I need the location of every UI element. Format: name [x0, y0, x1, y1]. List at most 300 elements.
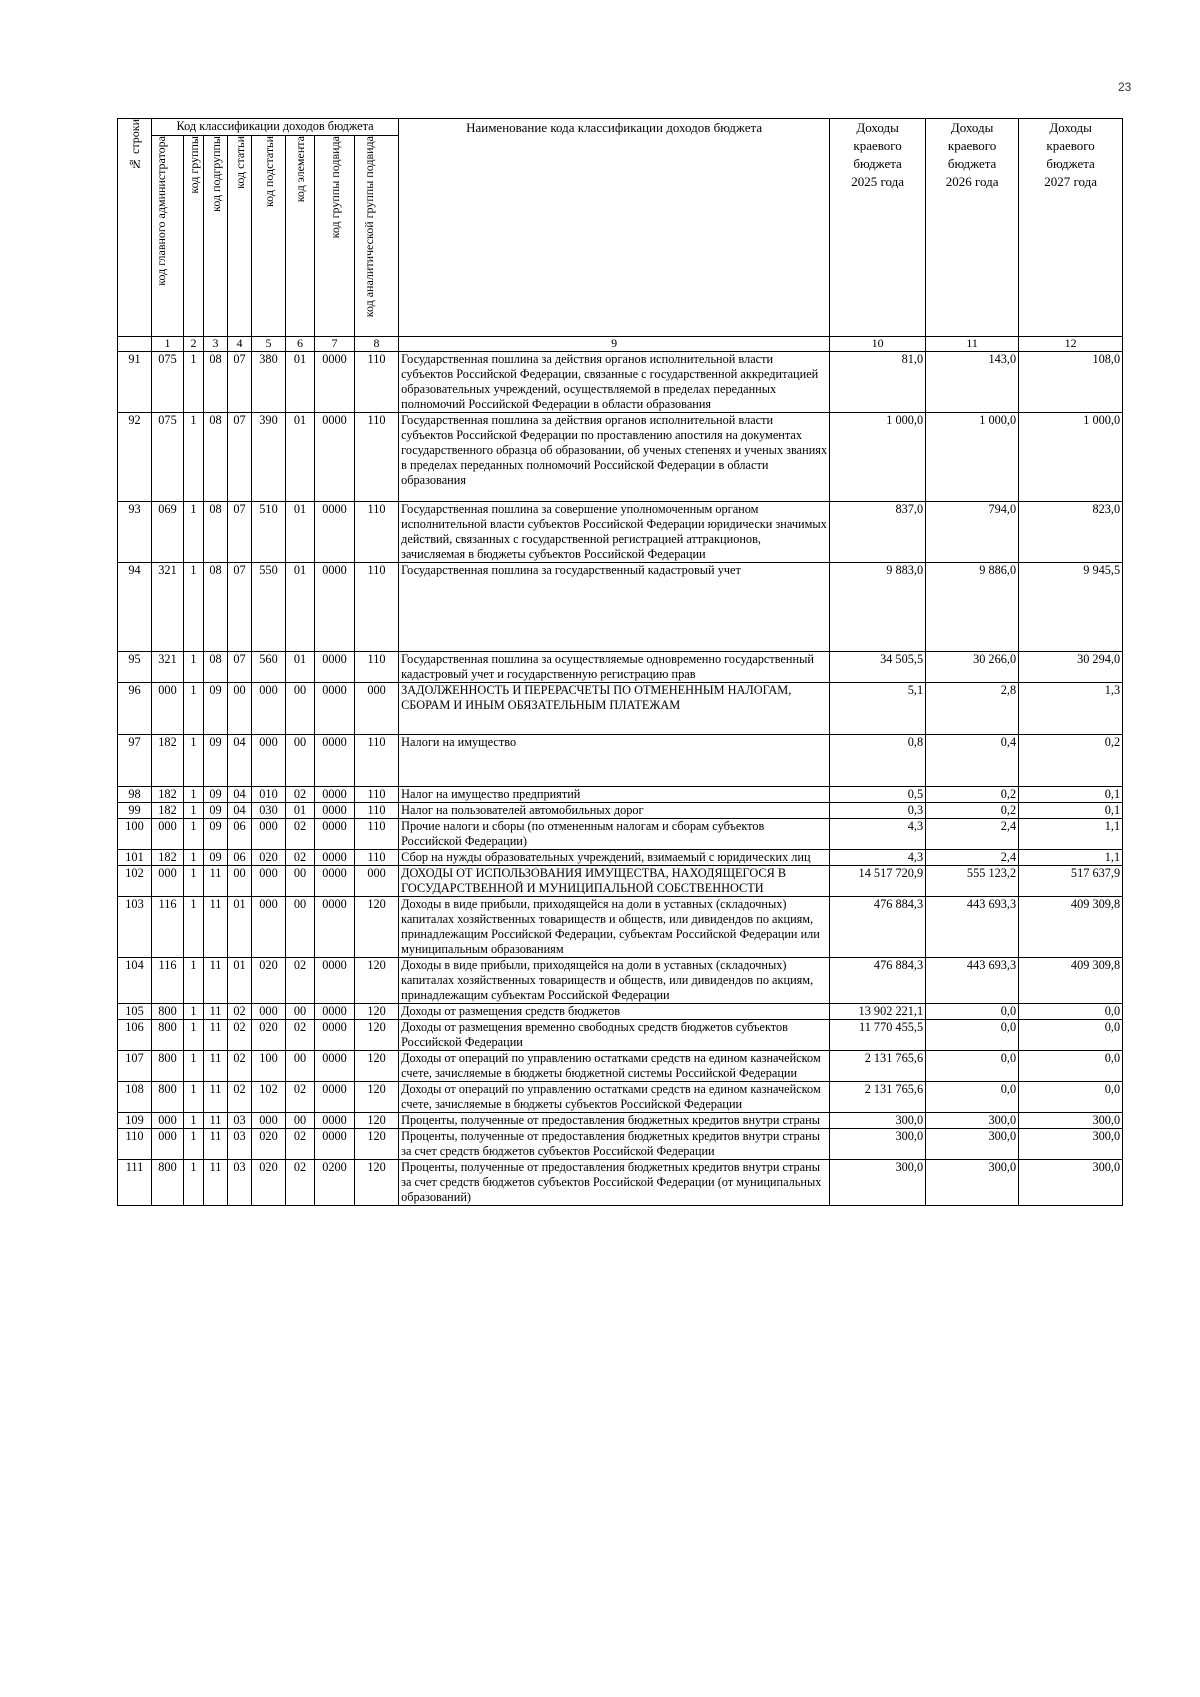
- code-group-cell: 1: [184, 958, 204, 1004]
- code-admin-cell: 000: [152, 819, 184, 850]
- row-number-cell: 93: [118, 502, 152, 563]
- revenue-2025-cell: 0,8: [830, 735, 926, 787]
- column-number: 11: [926, 337, 1019, 352]
- revenue-2026-cell: 0,2: [926, 803, 1019, 819]
- code-subgroup-cell: 08: [204, 563, 228, 652]
- code-subgroup-cell: 09: [204, 850, 228, 866]
- code-subarticle-cell: 000: [252, 866, 286, 897]
- code-group-cell: 1: [184, 787, 204, 803]
- revenue-2025-cell: 13 902 221,1: [830, 1004, 926, 1020]
- code-analytic-group-cell: 110: [355, 652, 399, 683]
- code-element-cell: 02: [286, 1160, 315, 1206]
- code-analytic-group-cell: 110: [355, 352, 399, 413]
- code-analytic-group-cell: 110: [355, 850, 399, 866]
- code-article-cell: 02: [228, 1082, 252, 1113]
- code-subtype-group-cell: 0000: [315, 1004, 355, 1020]
- column-number: 12: [1019, 337, 1123, 352]
- code-subarticle-cell: 000: [252, 1004, 286, 1020]
- code-article-cell: 07: [228, 652, 252, 683]
- code-admin-cell: 800: [152, 1082, 184, 1113]
- column-number: [118, 337, 152, 352]
- revenue-2025-cell: 2 131 765,6: [830, 1051, 926, 1082]
- code-admin-cell: 800: [152, 1051, 184, 1082]
- table-row: [118, 413, 1123, 502]
- row-number-cell: 98: [118, 787, 152, 803]
- revenue-2026-header: Доходы краевого бюджета 2026 года: [926, 119, 1019, 337]
- code-admin-cell: 182: [152, 803, 184, 819]
- table-row: [118, 1113, 1123, 1129]
- code-subtype-group-cell: 0000: [315, 1113, 355, 1129]
- code-subtype-group-cell: 0000: [315, 958, 355, 1004]
- code-analytic-group-cell: 120: [355, 1160, 399, 1206]
- code-subarticle-cell: 000: [252, 735, 286, 787]
- code-admin-cell: 000: [152, 1129, 184, 1160]
- code-subarticle-cell: 000: [252, 897, 286, 958]
- table-row: [118, 683, 1123, 735]
- code-header-subarticle: код подстатьи: [252, 136, 286, 337]
- code-subtype-group-cell: 0200: [315, 1160, 355, 1206]
- code-subgroup-cell: 11: [204, 897, 228, 958]
- code-element-cell: 00: [286, 866, 315, 897]
- column-number: 2: [184, 337, 204, 352]
- column-number: 7: [315, 337, 355, 352]
- code-element-cell: 02: [286, 1020, 315, 1051]
- code-subtype-group-cell: 0000: [315, 735, 355, 787]
- code-subgroup-cell: 11: [204, 1051, 228, 1082]
- code-analytic-group-cell: 120: [355, 1113, 399, 1129]
- revenue-2026-cell: 0,0: [926, 1051, 1019, 1082]
- code-admin-cell: 000: [152, 1113, 184, 1129]
- code-analytic-group-cell: 120: [355, 1004, 399, 1020]
- revenue-2026-cell: 143,0: [926, 352, 1019, 413]
- row-number-cell: 100: [118, 819, 152, 850]
- revenue-2025-cell: 2 131 765,6: [830, 1082, 926, 1113]
- code-subarticle-cell: 000: [252, 683, 286, 735]
- code-article-cell: 03: [228, 1113, 252, 1129]
- code-name-cell: Доходы в виде прибыли, приходящейся на доли в уставных (складочных) капиталах хозяйственных товариществ и обществ, или дивидендов по акциям, принадлежащим Российской Федерации, субъектам Российской Федерации или муниципальным образованиям: [399, 897, 830, 958]
- row-number-cell: 111: [118, 1160, 152, 1206]
- code-subarticle-cell: 030: [252, 803, 286, 819]
- revenue-2027-cell: 0,0: [1019, 1051, 1123, 1082]
- revenue-2026-cell: 2,4: [926, 819, 1019, 850]
- table-row: [118, 352, 1123, 413]
- code-group-cell: 1: [184, 502, 204, 563]
- code-name-cell: Налог на пользователей автомобильных дорог: [399, 803, 830, 819]
- revenue-2026-cell: 0,4: [926, 735, 1019, 787]
- code-group-cell: 1: [184, 683, 204, 735]
- code-analytic-group-cell: 110: [355, 803, 399, 819]
- code-admin-cell: 000: [152, 683, 184, 735]
- code-element-cell: 01: [286, 413, 315, 502]
- classification-code-group-header: Код классификации доходов бюджета: [152, 119, 399, 136]
- code-group-cell: 1: [184, 563, 204, 652]
- revenue-2025-cell: 4,3: [830, 850, 926, 866]
- table-row: [118, 502, 1123, 563]
- revenue-2025-cell: 81,0: [830, 352, 926, 413]
- code-subtype-group-cell: 0000: [315, 563, 355, 652]
- revenue-2027-cell: 0,1: [1019, 787, 1123, 803]
- revenue-2027-cell: 30 294,0: [1019, 652, 1123, 683]
- code-article-cell: 04: [228, 787, 252, 803]
- code-name-cell: Государственная пошлина за действия органов исполнительной власти субъектов Российской Федерации, связанные с государственной аккредитацией образовательных учреждений, осуществляемой в пределах переданных полномочий Российской Федерации в области образования: [399, 352, 830, 413]
- code-header-article: код статьи: [228, 136, 252, 337]
- table-header: [118, 119, 1123, 352]
- code-subgroup-cell: 09: [204, 803, 228, 819]
- code-analytic-group-cell: 110: [355, 819, 399, 850]
- row-number-cell: 94: [118, 563, 152, 652]
- row-number-cell: 107: [118, 1051, 152, 1082]
- code-element-cell: 01: [286, 563, 315, 652]
- code-subtype-group-cell: 0000: [315, 787, 355, 803]
- revenue-2026-cell: 2,8: [926, 683, 1019, 735]
- code-name-cell: Сбор на нужды образовательных учреждений, взимаемый с юридических лиц: [399, 850, 830, 866]
- code-group-cell: 1: [184, 1129, 204, 1160]
- revenue-2026-cell: 0,2: [926, 787, 1019, 803]
- code-analytic-group-cell: 120: [355, 1051, 399, 1082]
- code-admin-cell: 075: [152, 352, 184, 413]
- row-number-cell: 108: [118, 1082, 152, 1113]
- code-header-subgroup: код подгруппы: [204, 136, 228, 337]
- row-number-cell: 91: [118, 352, 152, 413]
- code-subtype-group-cell: 0000: [315, 502, 355, 563]
- code-subtype-group-cell: 0000: [315, 1082, 355, 1113]
- code-analytic-group-cell: 000: [355, 866, 399, 897]
- row-number-cell: 97: [118, 735, 152, 787]
- row-number-cell: 95: [118, 652, 152, 683]
- code-subgroup-cell: 11: [204, 958, 228, 1004]
- code-element-cell: 02: [286, 819, 315, 850]
- table-row: [118, 1020, 1123, 1051]
- code-analytic-group-cell: 110: [355, 413, 399, 502]
- code-subtype-group-cell: 0000: [315, 866, 355, 897]
- code-subgroup-cell: 08: [204, 652, 228, 683]
- table-row: [118, 1082, 1123, 1113]
- code-group-cell: 1: [184, 1113, 204, 1129]
- row-number-cell: 102: [118, 866, 152, 897]
- code-header-subtype-group: код группы подвида: [315, 136, 355, 337]
- code-analytic-group-cell: 120: [355, 897, 399, 958]
- code-group-cell: 1: [184, 803, 204, 819]
- revenue-2027-cell: 0,1: [1019, 803, 1123, 819]
- column-number: 10: [830, 337, 926, 352]
- revenue-2027-cell: 300,0: [1019, 1129, 1123, 1160]
- code-name-cell: Государственная пошлина за осуществляемые одновременно государственный кадастровый учет и государственную регистрацию прав: [399, 652, 830, 683]
- code-article-cell: 00: [228, 866, 252, 897]
- table-row: [118, 1004, 1123, 1020]
- code-subtype-group-cell: 0000: [315, 413, 355, 502]
- code-subgroup-cell: 11: [204, 1160, 228, 1206]
- table-row: [118, 1160, 1123, 1206]
- column-number: 1: [152, 337, 184, 352]
- revenue-2026-cell: 9 886,0: [926, 563, 1019, 652]
- revenue-2025-cell: 9 883,0: [830, 563, 926, 652]
- code-subtype-group-cell: 0000: [315, 897, 355, 958]
- code-article-cell: 07: [228, 413, 252, 502]
- code-group-cell: 1: [184, 1004, 204, 1020]
- code-name-cell: Налог на имущество предприятий: [399, 787, 830, 803]
- code-analytic-group-cell: 110: [355, 502, 399, 563]
- code-group-cell: 1: [184, 1082, 204, 1113]
- revenue-2026-cell: 2,4: [926, 850, 1019, 866]
- revenue-2027-cell: 9 945,5: [1019, 563, 1123, 652]
- table-row: [118, 652, 1123, 683]
- column-number: 9: [399, 337, 830, 352]
- code-analytic-group-cell: 110: [355, 735, 399, 787]
- table-row: [118, 787, 1123, 803]
- revenue-2027-cell: 0,0: [1019, 1020, 1123, 1051]
- code-admin-cell: 182: [152, 735, 184, 787]
- code-element-cell: 02: [286, 1082, 315, 1113]
- table-row: [118, 958, 1123, 1004]
- code-subarticle-cell: 000: [252, 819, 286, 850]
- code-admin-cell: 182: [152, 850, 184, 866]
- code-subtype-group-cell: 0000: [315, 683, 355, 735]
- revenue-2027-cell: 0,0: [1019, 1004, 1123, 1020]
- row-number-cell: 110: [118, 1129, 152, 1160]
- code-subgroup-cell: 08: [204, 413, 228, 502]
- revenue-2025-cell: 0,5: [830, 787, 926, 803]
- code-subtype-group-cell: 0000: [315, 819, 355, 850]
- code-subarticle-cell: 510: [252, 502, 286, 563]
- code-name-cell: Государственная пошлина за действия органов исполнительной власти субъектов Российской Федерации по проставлению апостиля на документах государственного образца об образовании, об ученых степенях и ученых званиях в пределах переданных полномочий Российской Федерации в области образования: [399, 413, 830, 502]
- code-admin-cell: 182: [152, 787, 184, 803]
- column-numbers-row: [118, 337, 1123, 352]
- code-article-cell: 06: [228, 850, 252, 866]
- code-subgroup-cell: 11: [204, 1020, 228, 1051]
- code-name-cell: Доходы от операций по управлению остатками средств на едином казначейском счете, зачисляемые в бюджеты субъектов Российской Федерации: [399, 1082, 830, 1113]
- code-name-cell: Государственная пошлина за государственный кадастровый учет: [399, 563, 830, 652]
- code-element-cell: 01: [286, 352, 315, 413]
- code-subarticle-cell: 020: [252, 958, 286, 1004]
- revenue-2025-cell: 837,0: [830, 502, 926, 563]
- code-analytic-group-cell: 120: [355, 958, 399, 1004]
- code-article-cell: 07: [228, 563, 252, 652]
- code-element-cell: 01: [286, 803, 315, 819]
- code-subgroup-cell: 09: [204, 819, 228, 850]
- code-group-cell: 1: [184, 652, 204, 683]
- revenue-2026-cell: 1 000,0: [926, 413, 1019, 502]
- code-admin-cell: 069: [152, 502, 184, 563]
- code-article-cell: 01: [228, 897, 252, 958]
- revenue-2027-cell: 0,2: [1019, 735, 1123, 787]
- code-analytic-group-cell: 120: [355, 1129, 399, 1160]
- revenue-2026-cell: 443 693,3: [926, 958, 1019, 1004]
- code-subarticle-cell: 102: [252, 1082, 286, 1113]
- revenue-2026-cell: 30 266,0: [926, 652, 1019, 683]
- code-group-cell: 1: [184, 352, 204, 413]
- row-number-cell: 96: [118, 683, 152, 735]
- revenue-2025-cell: 4,3: [830, 819, 926, 850]
- row-number-header: № строки: [118, 119, 152, 337]
- code-header-admin: код главного администратора: [152, 136, 184, 337]
- code-subarticle-cell: 000: [252, 1113, 286, 1129]
- code-admin-cell: 321: [152, 563, 184, 652]
- code-group-cell: 1: [184, 866, 204, 897]
- code-admin-cell: 116: [152, 897, 184, 958]
- column-number: 3: [204, 337, 228, 352]
- budget-revenue-table: [117, 118, 1123, 1206]
- revenue-2027-cell: 409 309,8: [1019, 897, 1123, 958]
- table-row: [118, 803, 1123, 819]
- code-header-element: код элемента: [286, 136, 315, 337]
- code-header-analytic-group: код аналитической группы подвида: [355, 136, 399, 337]
- table-row: [118, 897, 1123, 958]
- revenue-2025-cell: 300,0: [830, 1129, 926, 1160]
- revenue-2025-cell: 300,0: [830, 1113, 926, 1129]
- table-row: [118, 1129, 1123, 1160]
- code-article-cell: 02: [228, 1020, 252, 1051]
- table-body: [118, 352, 1123, 1206]
- code-name-cell: ЗАДОЛЖЕННОСТЬ И ПЕРЕРАСЧЕТЫ ПО ОТМЕНЕННЫМ НАЛОГАМ, СБОРАМ И ИНЫМ ОБЯЗАТЕЛЬНЫМ ПЛАТЕЖАМ: [399, 683, 830, 735]
- revenue-2026-cell: 443 693,3: [926, 897, 1019, 958]
- code-subgroup-cell: 09: [204, 787, 228, 803]
- row-number-cell: 105: [118, 1004, 152, 1020]
- code-group-cell: 1: [184, 1051, 204, 1082]
- code-element-cell: 02: [286, 850, 315, 866]
- code-admin-cell: 800: [152, 1004, 184, 1020]
- code-admin-cell: 321: [152, 652, 184, 683]
- code-element-cell: 00: [286, 735, 315, 787]
- code-name-cell: Налоги на имущество: [399, 735, 830, 787]
- revenue-2027-cell: 517 637,9: [1019, 866, 1123, 897]
- code-element-cell: 02: [286, 787, 315, 803]
- code-admin-cell: 000: [152, 866, 184, 897]
- code-article-cell: 03: [228, 1160, 252, 1206]
- revenue-2026-cell: 300,0: [926, 1113, 1019, 1129]
- table-row: [118, 1051, 1123, 1082]
- revenue-2025-cell: 14 517 720,9: [830, 866, 926, 897]
- revenue-2027-header: Доходы краевого бюджета 2027 года: [1019, 119, 1123, 337]
- table-row: [118, 850, 1123, 866]
- code-element-cell: 01: [286, 502, 315, 563]
- code-article-cell: 07: [228, 502, 252, 563]
- code-subarticle-cell: 020: [252, 850, 286, 866]
- revenue-2025-cell: 476 884,3: [830, 897, 926, 958]
- column-number: 6: [286, 337, 315, 352]
- code-subtype-group-cell: 0000: [315, 850, 355, 866]
- revenue-2027-cell: 1 000,0: [1019, 413, 1123, 502]
- code-subgroup-cell: 11: [204, 1129, 228, 1160]
- revenue-2026-cell: 555 123,2: [926, 866, 1019, 897]
- revenue-2026-cell: 0,0: [926, 1020, 1019, 1051]
- code-article-cell: 02: [228, 1004, 252, 1020]
- revenue-2027-cell: 1,1: [1019, 850, 1123, 866]
- revenue-2025-cell: 0,3: [830, 803, 926, 819]
- revenue-2027-cell: 1,1: [1019, 819, 1123, 850]
- row-number-cell: 103: [118, 897, 152, 958]
- row-number-cell: 106: [118, 1020, 152, 1051]
- code-group-cell: 1: [184, 819, 204, 850]
- code-name-cell: Государственная пошлина за совершение уполномоченным органом исполнительной власти субъектов Российской Федерации юридически значимых действий, связанных с государственной регистрацией аттракционов, зачисляемая в бюджеты субъектов Российской Федерации: [399, 502, 830, 563]
- code-element-cell: 02: [286, 1129, 315, 1160]
- code-element-cell: 00: [286, 1004, 315, 1020]
- code-name-cell: Проценты, полученные от предоставления бюджетных кредитов внутри страны: [399, 1113, 830, 1129]
- code-header-group: код группы: [184, 136, 204, 337]
- code-article-cell: 06: [228, 819, 252, 850]
- code-subgroup-cell: 08: [204, 352, 228, 413]
- code-subtype-group-cell: 0000: [315, 803, 355, 819]
- code-name-cell: Прочие налоги и сборы (по отмененным налогам и сборам субъектов Российской Федерации): [399, 819, 830, 850]
- code-subgroup-cell: 09: [204, 683, 228, 735]
- revenue-2027-cell: 108,0: [1019, 352, 1123, 413]
- code-analytic-group-cell: 110: [355, 563, 399, 652]
- table-row: [118, 866, 1123, 897]
- revenue-2027-cell: 1,3: [1019, 683, 1123, 735]
- code-name-cell: Доходы от размещения временно свободных средств бюджетов субъектов Российской Федерации: [399, 1020, 830, 1051]
- table-row: [118, 735, 1123, 787]
- code-subarticle-cell: 380: [252, 352, 286, 413]
- code-element-cell: 00: [286, 683, 315, 735]
- revenue-2025-cell: 300,0: [830, 1160, 926, 1206]
- revenue-2025-header: Доходы краевого бюджета 2025 года: [830, 119, 926, 337]
- code-subarticle-cell: 020: [252, 1020, 286, 1051]
- code-analytic-group-cell: 110: [355, 787, 399, 803]
- code-group-cell: 1: [184, 735, 204, 787]
- code-element-cell: 00: [286, 1113, 315, 1129]
- code-admin-cell: 800: [152, 1160, 184, 1206]
- code-element-cell: 00: [286, 897, 315, 958]
- column-number: 5: [252, 337, 286, 352]
- code-admin-cell: 116: [152, 958, 184, 1004]
- row-number-cell: 109: [118, 1113, 152, 1129]
- revenue-2025-cell: 11 770 455,5: [830, 1020, 926, 1051]
- code-article-cell: 04: [228, 735, 252, 787]
- revenue-2025-cell: 1 000,0: [830, 413, 926, 502]
- table-row: [118, 563, 1123, 652]
- revenue-2027-cell: 300,0: [1019, 1160, 1123, 1206]
- revenue-2027-cell: 300,0: [1019, 1113, 1123, 1129]
- column-number: 8: [355, 337, 399, 352]
- code-subarticle-cell: 020: [252, 1129, 286, 1160]
- code-subarticle-cell: 020: [252, 1160, 286, 1206]
- code-subarticle-cell: 390: [252, 413, 286, 502]
- code-name-cell: Проценты, полученные от предоставления бюджетных кредитов внутри страны за счет средств бюджетов субъектов Российской Федерации: [399, 1129, 830, 1160]
- code-group-cell: 1: [184, 850, 204, 866]
- code-element-cell: 00: [286, 1051, 315, 1082]
- code-element-cell: 02: [286, 958, 315, 1004]
- code-group-cell: 1: [184, 413, 204, 502]
- code-subtype-group-cell: 0000: [315, 1051, 355, 1082]
- code-analytic-group-cell: 120: [355, 1020, 399, 1051]
- code-subarticle-cell: 550: [252, 563, 286, 652]
- revenue-2025-cell: 34 505,5: [830, 652, 926, 683]
- column-number: 4: [228, 337, 252, 352]
- code-article-cell: 07: [228, 352, 252, 413]
- revenue-2026-cell: 0,0: [926, 1082, 1019, 1113]
- code-element-cell: 01: [286, 652, 315, 683]
- row-number-cell: 99: [118, 803, 152, 819]
- code-subtype-group-cell: 0000: [315, 352, 355, 413]
- revenue-2026-cell: 794,0: [926, 502, 1019, 563]
- code-subgroup-cell: 11: [204, 1113, 228, 1129]
- code-subtype-group-cell: 0000: [315, 1129, 355, 1160]
- code-analytic-group-cell: 120: [355, 1082, 399, 1113]
- code-name-cell: Доходы в виде прибыли, приходящейся на доли в уставных (складочных) капиталах хозяйственных товариществ и обществ, или дивидендов по акциям, принадлежащим субъектам Российской Федерации: [399, 958, 830, 1004]
- code-subarticle-cell: 010: [252, 787, 286, 803]
- code-article-cell: 00: [228, 683, 252, 735]
- code-subtype-group-cell: 0000: [315, 1020, 355, 1051]
- code-article-cell: 01: [228, 958, 252, 1004]
- code-article-cell: 03: [228, 1129, 252, 1160]
- revenue-2027-cell: 0,0: [1019, 1082, 1123, 1113]
- code-analytic-group-cell: 000: [355, 683, 399, 735]
- name-column-header: Наименование кода классификации доходов бюджета: [399, 119, 830, 337]
- code-admin-cell: 075: [152, 413, 184, 502]
- revenue-2027-cell: 409 309,8: [1019, 958, 1123, 1004]
- row-number-cell: 104: [118, 958, 152, 1004]
- revenue-2026-cell: 300,0: [926, 1160, 1019, 1206]
- code-name-cell: Проценты, полученные от предоставления бюджетных кредитов внутри страны за счет средств бюджетов субъектов Российской Федерации (от муниципальных образований): [399, 1160, 830, 1206]
